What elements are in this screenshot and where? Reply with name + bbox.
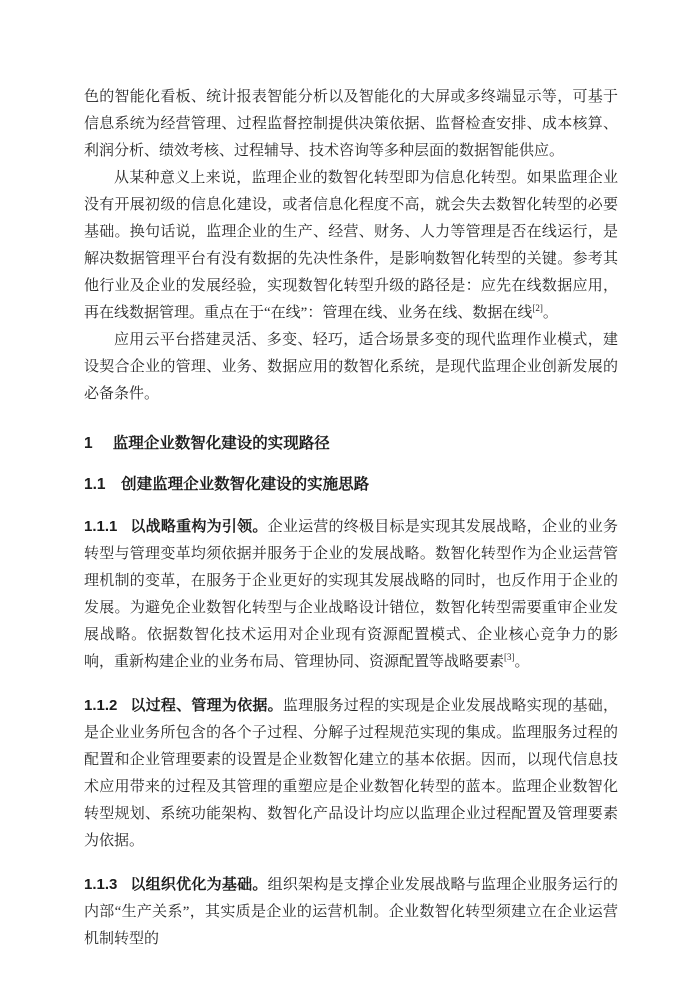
paragraph-number: 1.1.2 [84, 697, 118, 714]
citation-ref-3: [3] [504, 652, 515, 662]
heading-title: 监理企业数智化建设的实现路径 [112, 435, 330, 452]
paragraph-lead-text: 以组织优化为基础。 [130, 876, 268, 893]
heading-section-1 [84, 431, 618, 456]
heading-title: 创建监理企业数智化建设的实施思路 [121, 476, 370, 493]
paragraph-text: 企业运营的终极目标是实现其发展战略，企业的业务转型与管理变革均须依据并服务于企业的发展战略。数智化转型作为企业运营管理机制的变革，在服务于企业更好的实现其发展战略的同时，也反作用于企业的发展。为避免企业数智化转型与企业战略设计错位，数智化转型需要重审企业发展战略。依据数智化技术运用对企业现有资源配置模式、企业核心竞争力的影响，重新构建企业的业务布局、管理协同、资源配置等战略要素 [84, 519, 618, 670]
paragraph-lead [84, 876, 268, 893]
paragraph-number: 1.1.1 [84, 518, 118, 535]
paragraph-tail: 。 [542, 305, 558, 321]
heading-section-1-1 [84, 472, 618, 497]
paragraph-lead-text: 以战略重构为引领。 [130, 518, 268, 535]
paragraph-text: 组织架构是支撑企业发展战略与监理企业服务运行的内部“生产关系”，其实质是企业的运营机制。企业数智化转型须建立在企业运营机制转型的 [84, 877, 618, 947]
paragraph-text: 色的智能化看板、统计报表智能分析以及智能化的大屏或多终端显示等，可基于信息系统为经营管理、过程监督控制提供决策依据、监督检查安排、成本核算、利润分析、绩效考核、过程辅导、技术咨询等多种层面的数据智能供应。 [84, 89, 618, 159]
paragraph-tail: 。 [514, 654, 530, 670]
heading-number: 1.1 [84, 476, 106, 493]
paragraph-informatization [84, 165, 618, 327]
paragraph-text: 应用云平台搭建灵活、多变、轻巧，适合场景多变的现代监理作业模式，建设契合企业的管理、业务、数据应用的数智化系统，是现代监理企业创新发展的必备条件。 [84, 332, 618, 402]
paragraph-1-1-2-process [84, 692, 618, 855]
paragraph-lead [84, 518, 268, 535]
paragraph-text: 监理服务过程的实现是企业发展战略实现的基础，是企业业务所包含的各个子过程、分解子过程规范实现的集成。监理服务过程的配置和企业管理要素的设置是企业数智化建立的基本依据。因而，以现代信息技术应用带来的过程及其管理的重塑应是企业数智化转型的蓝本。监理企业数智化转型规划、系统功能架构、数智化产品设计均应以监理企业过程配置及管理要素为依据。 [84, 698, 618, 849]
paragraph-lead-text: 以过程、管理为依据。 [130, 697, 283, 714]
heading-number: 1 [84, 435, 93, 452]
paragraph-cloud-platform [84, 327, 618, 408]
paragraph-text: 从某种意义上来说，监理企业的数智化转型即为信息化转型。如果监理企业没有开展初级的信息化建设，或者信息化程度不高，就会失去数智化转型的必要基础。换句话说，监理企业的生产、经营、财务、人力等管理是否在线运行，是解决数据管理平台有没有数据的先决性条件，是影响数智化转型的关键。参考其他行业及企业的发展经验，实现数智化转型升级的路径是：应先在线数据应用，再在线数据管理。重点在于“在线”：管理在线、业务在线、数据在线 [84, 170, 618, 321]
paragraph-number: 1.1.3 [84, 876, 118, 893]
paragraph-lead [84, 697, 283, 714]
paragraph-1-1-1-strategy [84, 513, 618, 676]
paragraph-intro-continuation [84, 84, 618, 165]
paragraph-1-1-3-organization [84, 871, 618, 953]
citation-ref-2: [2] [532, 303, 543, 313]
